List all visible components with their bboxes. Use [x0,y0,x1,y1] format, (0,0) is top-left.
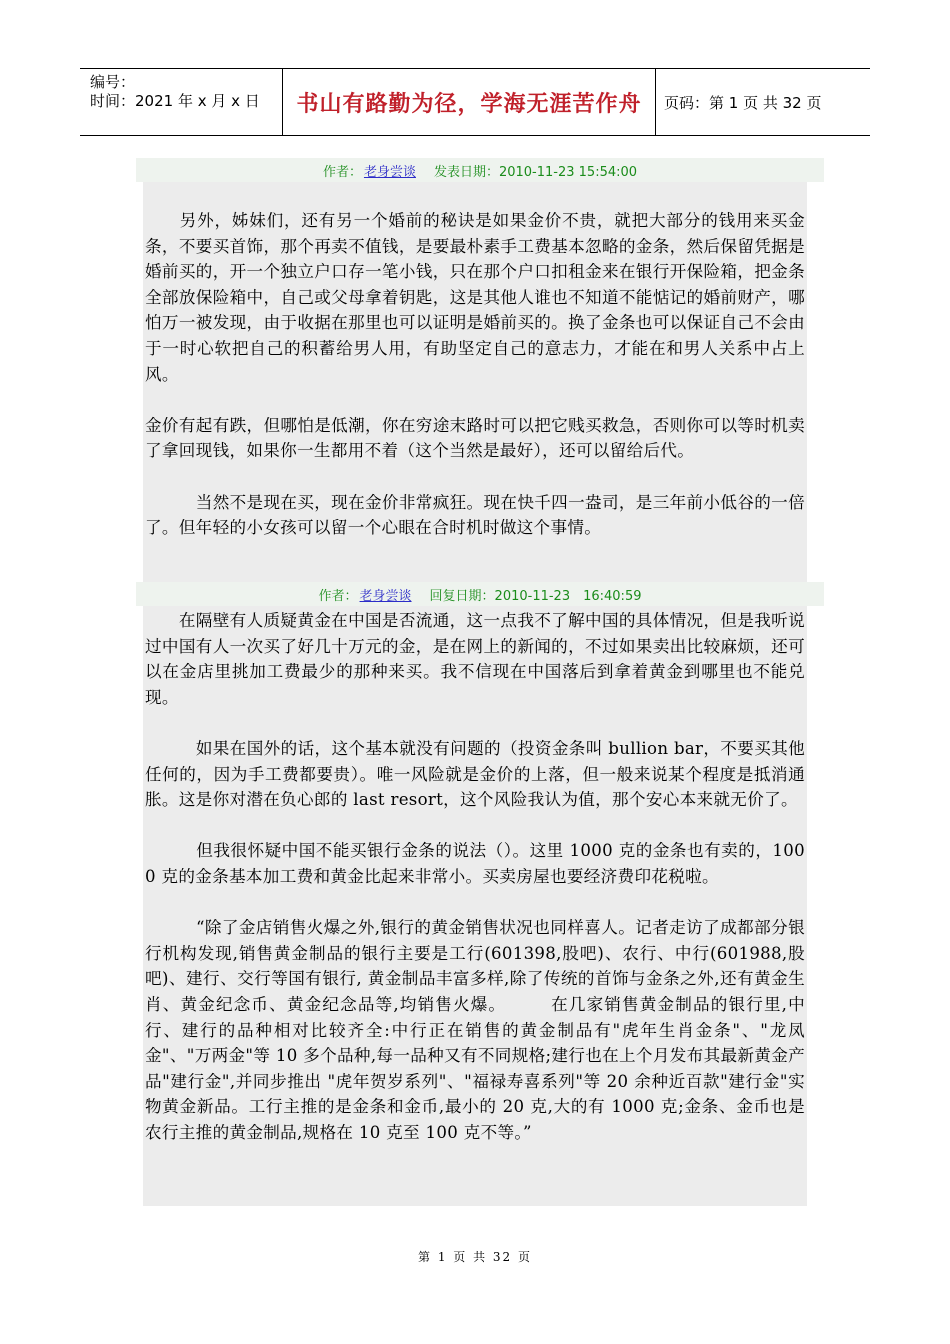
post-meta-bar [136,158,824,182]
time-label: 时间：2021 年 x 月 x 日 [90,92,260,110]
author-prefix: 作者： [322,164,362,180]
header-slogan-cell [283,69,656,135]
author-link[interactable]: 老身尝谈 [363,164,416,180]
header-info [80,69,283,135]
post-body [143,606,807,1206]
page-label: 页码：第 1 页 共 32 页 [664,93,822,112]
post-paragraph: 另外，姊妹们，还有另一个婚前的秘诀是如果金价不贵，就把大部分的钱用来买金条，不要买首饰，那个再卖不值钱，是要最朴素手工费基本忽略的金条，然后保留凭据是婚前买的，开一个独立户口存一笔小钱，只在那个户口扣租金来在银行开保险箱，把金条全部放保险箱中，自己或父母拿着钥匙，这是其他人谁也不知道不能惦记的婚前财产，哪怕万一被发现，由于收据在那里也可以证明是婚前买的。换了金条也可以保证自己不会由于一时心软把自己的积蓄给男人用，有助坚定自己的意志力，才能在和男人关系中占上风。 [145,211,805,384]
post-date: 回复日期：2010-11-23 16:40:59 [429,588,642,604]
post-paragraph: 但我很怀疑中国不能买银行金条的说法（）。这里 1000 克的金条也有卖的，1000 克的金条基本加工费和黄金比起来非常小。买卖房屋也要经济费印花税啦。 [145,841,805,886]
author-link[interactable]: 老身尝谈 [359,588,412,604]
header-page-cell [656,69,870,135]
page-footer: 第 1 页 共 32 页 [418,1250,532,1264]
post-paragraph: 金价有起有跌，但哪怕是低潮，你在穷途末路时可以把它贱买救急，否则你可以等时机卖了拿回现钱，如果你一生都用不着（这个当然是最好），还可以留给后代。 [145,415,805,461]
post-paragraph: 在隔壁有人质疑黄金在中国是否流通，这一点我不了解中国的具体情况，但是我听说过中国有人一次买了好几十万元的金，是在网上的新闻的，不过如果卖出比较麻烦，还可以在金店里挑加工费最少的那种来买。我不信现在中国落后到拿着黄金到哪里也不能兑现。 [145,611,805,707]
post-paragraph: “除了金店销售火爆之外,银行的黄金销售状况也同样喜人。记者走访了成都部分银行机构发现,销售黄金制品的银行主要是工行(601398,股吧)、农行、中行(601988,股吧)、建行、交行等国有银行, 黄金制品丰富多样,除了传统的首饰与金条之外,还有黄金生肖、黄金纪念币、黄金纪念品等,均销售火爆。 在几家销售黄金制品的银行里,中行、建行的品种相对比较齐全:中行正在销售的黄金制品有"虎年生肖金条"、"龙凤金"、"万两金"等 10 多个品种,每一品种又有不同规格;建行也在上个月发布其最新黄金产品"建行金",并同步推出 "虎年贺岁系列"、"福禄寿喜系列"等 20 余种近百款"建行金"实物黄金新品。工行主推的是金条和金币,最小的 20 克,大的有 1000 克;金条、金币也是农行主推的黄金制品,规格在 10 克至 100 克不等。” [145,918,805,1142]
post-body [143,182,807,582]
post-meta-bar [136,582,824,606]
post-paragraph: 当然不是现在买，现在金价非常疯狂。现在快千四一盎司，是三年前小低谷的一倍了。但年轻的小女孩可以留一个心眼在合时机时做这个事情。 [145,492,805,538]
page-header [80,68,870,136]
slogan: 书山有路勤为径，学海无涯苦作舟 [296,91,642,117]
serial-label: 编号： [90,73,136,91]
author-prefix: 作者： [318,588,358,604]
post-paragraph: 如果在国外的话，这个基本就没有问题的（投资金条叫 bullion bar，不要买其他任何的，因为手工费都要贵）。唯一风险就是金价的上落，但一般来说某个程度是抵消通胀。这是你对潜在负心郎的 last resort，这个风险我认为值，那个安心本来就无价了。 [145,738,805,810]
post-date: 发表日期：2010-11-23 15:54:00 [433,164,638,180]
